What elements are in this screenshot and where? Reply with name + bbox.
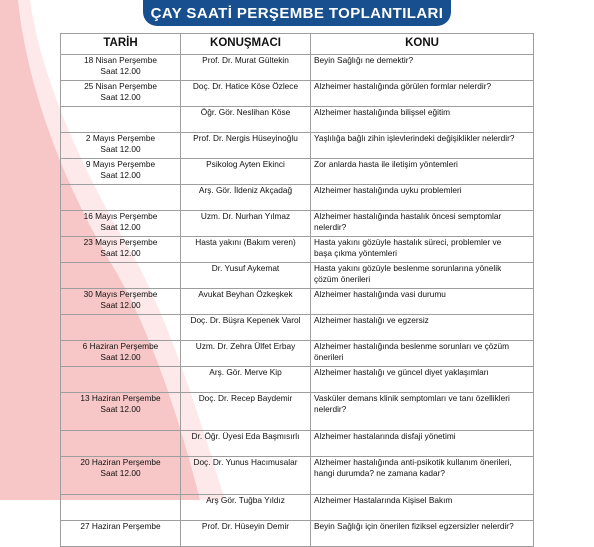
date-text: Saat 12.00 [100,300,141,311]
topic-text: Alzheimer hastalığında beslenme sorunları ve çözüm [314,341,510,351]
table-header-row [61,34,534,55]
topic-cell [311,133,534,159]
topic-text: Alzheimer hastalığında vasi durumu [314,289,446,299]
topic-cell [311,457,534,495]
speaker-cell [181,393,311,431]
topic-cell [311,341,534,367]
date-cell [61,521,181,547]
speaker-text: Uzm. Dr. Nurhan Yılmaz [200,211,291,221]
date-text: 13 Haziran Perşembe [80,393,161,403]
table-row [61,185,534,211]
table-row [61,393,534,431]
topic-text: Beyin Sağlığı ne demektir? [314,55,414,65]
date-text: 23 Mayıs Perşembe [83,237,158,247]
topic-cell [311,237,534,263]
date-cell [61,237,181,263]
topic-cell [311,289,534,315]
speaker-text: Dr. Öğr. Üyesi Eda Başmısırlı [191,431,300,441]
table-row [61,457,534,495]
date-cell [61,211,181,237]
topic-text: nelerdir? [314,222,347,233]
table-row [61,159,534,185]
topic-text: Alzheimer hastalığı ve güncel diyet yaklaşımları [314,367,489,377]
date-text: 6 Haziran Perşembe [82,341,159,351]
topic-cell [311,185,534,211]
date-cell [61,263,181,289]
topic-text: Alzheimer hastalığında uyku problemleri [314,185,462,195]
topic-cell [311,521,534,547]
table-row [61,341,534,367]
speaker-cell [181,289,311,315]
speaker-text: Dr. Yusuf Aykemat [211,263,280,273]
date-text: Saat 12.00 [100,144,141,155]
date-text: Saat 12.00 [100,352,141,363]
speaker-text: Öğr. Gör. Neslihan Köse [200,107,291,117]
topic-cell [311,55,534,81]
speaker-cell [181,341,311,367]
date-cell [61,55,181,81]
date-text: Saat 12.00 [100,404,141,415]
topic-text: nelerdir? [314,404,347,415]
topic-text: başa çıkma yöntemleri [314,248,398,259]
date-text: 2 Mayıs Perşembe [85,133,156,143]
table-row [61,431,534,457]
topic-cell [311,495,534,521]
speaker-cell [181,495,311,521]
topic-text: Alzheimer Hastalarında Kişisel Bakım [314,495,453,505]
date-text: Saat 12.00 [100,66,141,77]
speaker-text: Psikolog Ayten Ekinci [206,159,285,169]
speaker-text: Doç. Dr. Büşra Kepenek Varol [190,315,301,325]
date-text: 20 Haziran Perşembe [80,457,161,467]
topic-cell [311,159,534,185]
table-row [61,55,534,81]
speaker-text: Arş. Gör. Merve Kip [209,367,282,377]
topic-cell [311,107,534,133]
speaker-cell [181,133,311,159]
speaker-cell [181,211,311,237]
topic-text: Yaşlılığa bağlı zihin işlevlerindeki değişiklikler nelerdir? [314,133,515,143]
table-row [61,367,534,393]
date-cell [61,289,181,315]
table-row [61,133,534,159]
table-row [61,289,534,315]
table-row [61,237,534,263]
date-cell [61,431,181,457]
speaker-text: Prof. Dr. Nergis Hüseyinoğlu [193,133,298,143]
date-text: Saat 12.00 [100,248,141,259]
date-cell [61,185,181,211]
topic-text: Alzheimer hastalığında hastalık öncesi semptomlar [314,211,502,221]
date-text: Saat 12.00 [100,222,141,233]
date-text: 16 Mayıs Perşembe [83,211,158,221]
date-text: 9 Mayıs Perşembe [85,159,156,169]
speaker-text: Doç. Dr. Hatice Köse Özlece [192,81,299,91]
topic-text: Beyin Sağlığı için önerilen fiziksel egzersizler nelerdir? [314,521,514,531]
topic-cell [311,431,534,457]
topic-cell [311,393,534,431]
topic-text: önerileri [314,352,344,363]
speaker-text: Avukat Beyhan Özkeşkek [198,289,293,299]
table-row [61,315,534,341]
speaker-text: Uzm. Dr. Zehra Ülfet Erbay [195,341,296,351]
speaker-text: Prof. Dr. Murat Gültekin [202,55,289,65]
topic-text: Alzheimer hastalığı ve egzersiz [314,315,429,325]
date-text: Saat 12.00 [100,468,141,479]
date-cell [61,495,181,521]
header-topic: KONU [311,34,534,55]
date-cell [61,393,181,431]
table-row [61,495,534,521]
speaker-text: Hasta yakını (Bakım veren) [195,237,296,247]
topic-text: çözüm önerileri [314,274,371,285]
date-cell [61,107,181,133]
speaker-text: Prof. Dr. Hüseyin Demir [201,521,290,531]
topic-cell [311,263,534,289]
date-cell [61,133,181,159]
topic-text: Alzheimer hastalarında disfaji yönetimi [314,431,456,441]
header-date: TARİH [61,34,181,55]
speaker-cell [181,159,311,185]
topic-text: Zor anlarda hasta ile iletişim yöntemleri [314,159,458,169]
topic-cell [311,211,534,237]
date-cell [61,81,181,107]
speaker-text: Doç. Dr. Recep Baydemir [198,393,293,403]
topic-cell [311,367,534,393]
table-row [61,81,534,107]
date-cell [61,367,181,393]
speaker-cell [181,521,311,547]
topic-text: Hasta yakını gözüyle beslenme sorunlarına yönelik [314,263,502,273]
speaker-text: Arş Gör. Tuğba Yıldız [206,495,285,505]
speaker-cell [181,263,311,289]
topic-text: Alzheimer hastalığında anti-psikotik kullanım önerileri, [314,457,512,467]
table-row [61,107,534,133]
table-row [61,211,534,237]
topic-cell [311,315,534,341]
date-cell [61,159,181,185]
date-cell [61,457,181,495]
date-text: 27 Haziran Perşembe [80,521,161,531]
topic-cell [311,81,534,107]
date-text: 30 Mayıs Perşembe [83,289,158,299]
table-row [61,521,534,547]
header-speaker: KONUŞMACI [181,34,311,55]
speaker-cell [181,431,311,457]
date-cell [61,315,181,341]
topic-text: Hasta yakını gözüyle hastalık süreci, problemler ve [314,237,502,247]
date-text: 25 Nisan Perşembe [84,81,157,91]
speaker-cell [181,185,311,211]
speaker-text: Arş. Gör. İldeniz Akçadağ [198,185,293,195]
date-text: Saat 12.00 [100,92,141,103]
speaker-cell [181,237,311,263]
speaker-cell [181,107,311,133]
table-row [61,263,534,289]
speaker-cell [181,457,311,495]
page-title-banner: ÇAY SAATİ PERŞEMBE TOPLANTILARI [143,0,451,26]
topic-text: Alzheimer hastalığında bilişsel eğitim [314,107,451,117]
speaker-cell [181,315,311,341]
speaker-cell [181,55,311,81]
topic-text: Alzheimer hastalığında görülen formlar nelerdir? [314,81,492,91]
speaker-cell [181,81,311,107]
date-cell [61,341,181,367]
speaker-text: Doç. Dr. Yunus Hacımusalar [193,457,298,467]
schedule-table [60,33,534,547]
topic-text: hangi durumda? ne zamana kadar? [314,468,445,479]
topic-text: Vasküler demans klinik semptomları ve tanı özellikleri [314,393,510,403]
date-text: 18 Nisan Perşembe [84,55,157,65]
speaker-cell [181,367,311,393]
date-text: Saat 12.00 [100,170,141,181]
